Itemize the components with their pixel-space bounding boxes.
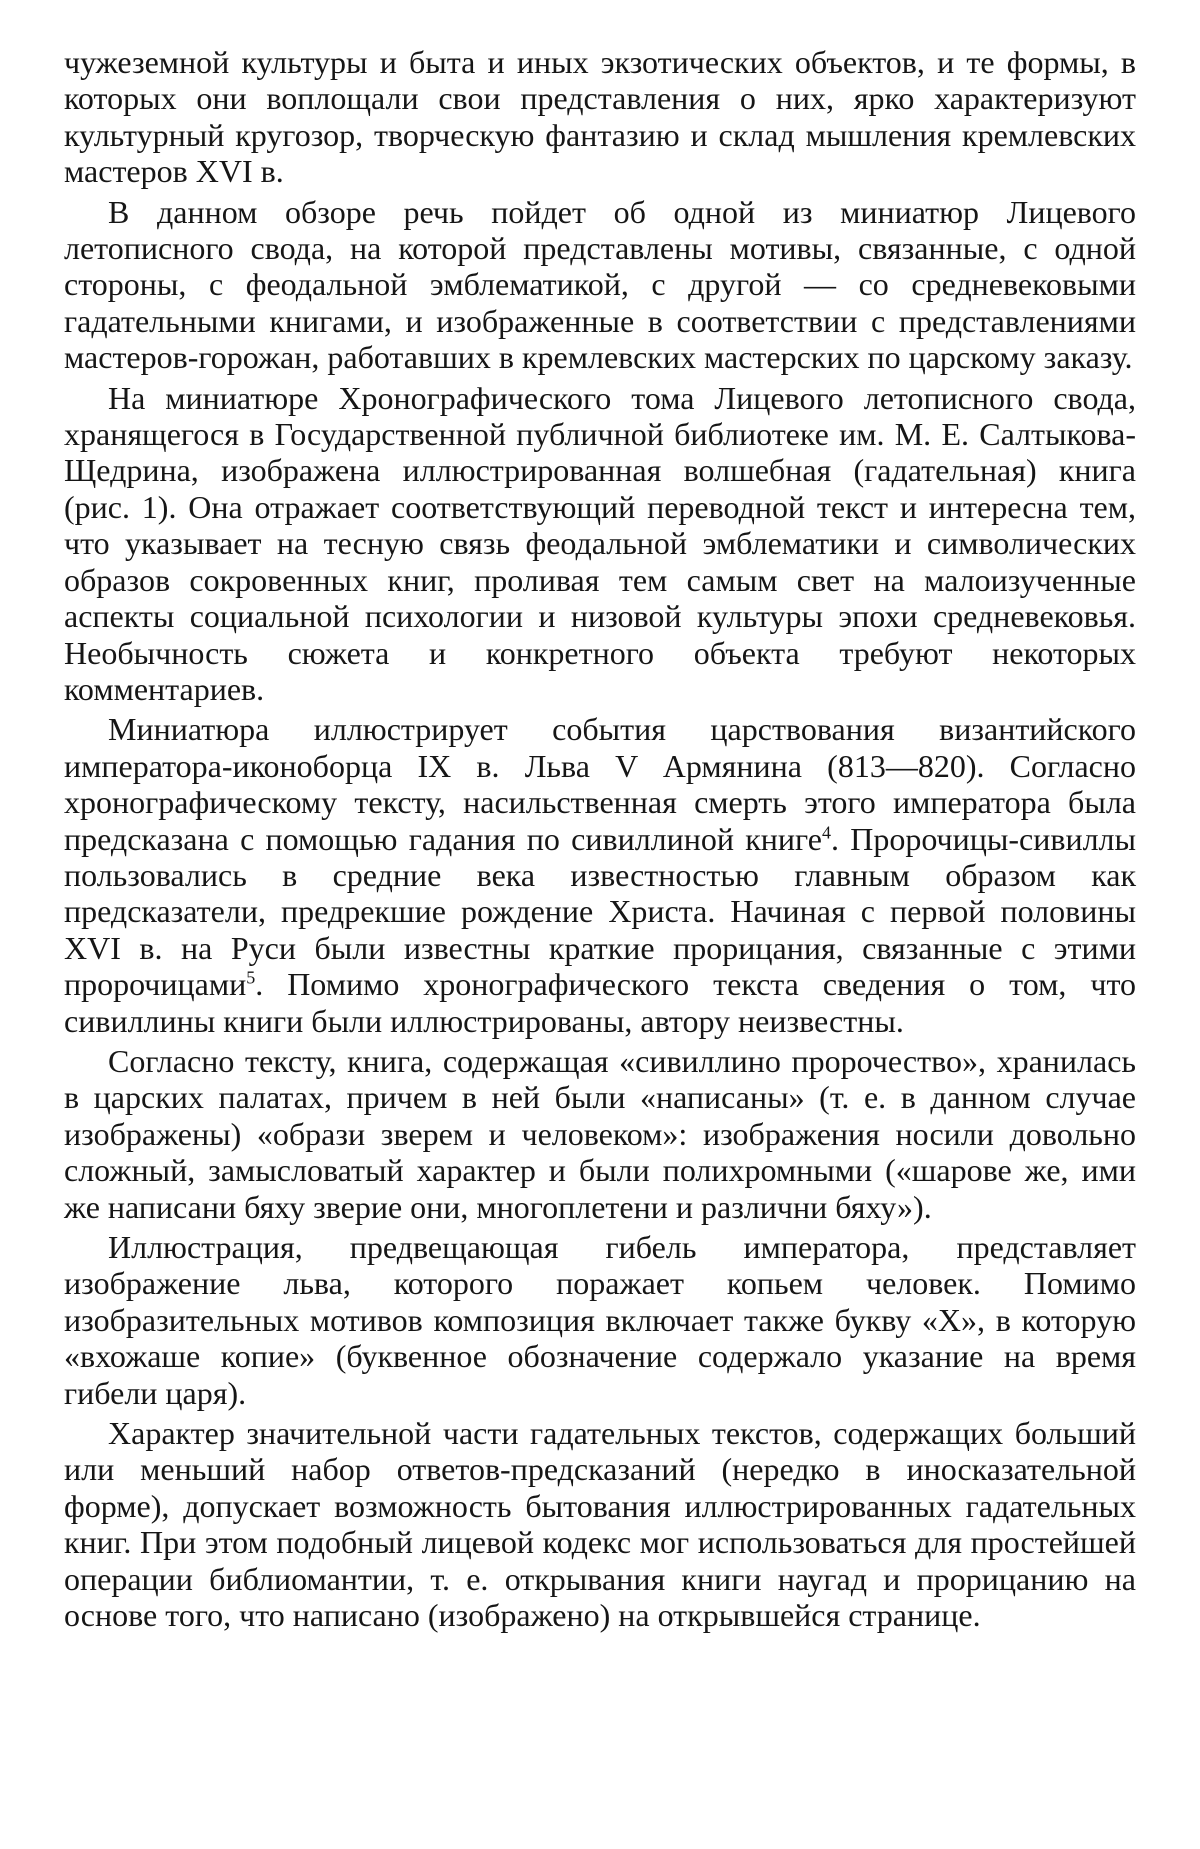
footnote-ref-5: 5 [246,967,256,988]
paragraph-5: Согласно тексту, книга, содержащая «сивиллино пророчество», хранилась в царских палатах, причем в ней были «написаны» (т. е. в данном случае изображены) «образи зверем и человеком»: изображения носили довольно сложный, замысловатый характер и были полихромными («шарове же, ими же написани бяху зверие они, многоплетени и различни бяху»). [64,1042,1136,1225]
paragraph-4 [64,711,1136,1039]
paragraph-6: Иллюстрация, предвещающая гибель императора, представляет изображение льва, которого поражает копьем человек. Помимо изобразительных мотивов композиция включает также букву «Х», в которую «вхожаше копие» (буквенное обозначение содержало указание на время гибели царя). [64,1229,1136,1411]
page-body-text [64,44,1136,1633]
paragraph-2: В данном обзоре речь пойдет об одной из миниатюр Лицевого летописного свода, на которой представлены мотивы, связанные, с одной стороны, с феодальной эмблематикой, с другой — со средневековыми гадательными книгами, и изображенные в соответствии с представлениями мастеров-горожан, работавших в кремлевских мастерских по царскому заказу. [64,193,1136,376]
paragraph-4-part-b: . Пророчицы-сивиллы пользовались в средние века известностью главным образом как предсказатели, предрекшие рождение Христа. Начиная с первой половины XVI в. на Руси были известны краткие прорицания, связанные с этими пророчицами [64,820,1137,1003]
paragraph-3: На миниатюре Хронографического тома Лицевого летописного свода, хранящегося в Государственной публичной библиотеке им. М. Е. Салтыкова-Щедрина, изображена иллюстрированная волшебная (гадательная) книга (рис. 1). Она отражает соответствующий переводной текст и интересна тем, что указывает на тесную связь феодальной эмблематики и символических образов сокровенных книг, проливая тем самым свет на малоизученные аспекты социальной психологии и низовой культуры эпохи средневековья. Необычность сюжета и конкретного объекта требуют некоторых комментариев. [64,379,1136,707]
paragraph-1: чужеземной культуры и быта и иных экзотических объектов, и те формы, в которых они воплощали свои представления о них, ярко характеризуют культурный кругозор, творческую фантазию и склад мышления кремлевских мастеров XVI в. [64,44,1136,190]
paragraph-7: Характер значительной части гадательных текстов, содержащих больший или меньший набор ответов-предсказаний (нередко в иносказательной форме), допускает возможность бытования иллюстрированных гадательных книг. При этом подобный лицевой кодекс мог использоваться для простейшей операции библиомантии, т. е. открывания книги наугад и прорицанию на основе того, что написано (изображено) на открывшейся странице. [64,1415,1136,1634]
paragraph-4-part-c: . Помимо хронографического текста сведения о том, что сивиллины книги были иллюстрированы, автору неизвестны. [64,966,1136,1039]
footnote-ref-4: 4 [821,821,831,842]
paragraph-4-part-a: Миниатюра иллюстрирует события царствования византийского императора-иконоборца IX в. Льва V Армянина (813—820). Согласно хронографическому тексту, насильственная смерть этого императора была предсказана с помощью гадания по сивиллиной книге [64,711,1136,857]
